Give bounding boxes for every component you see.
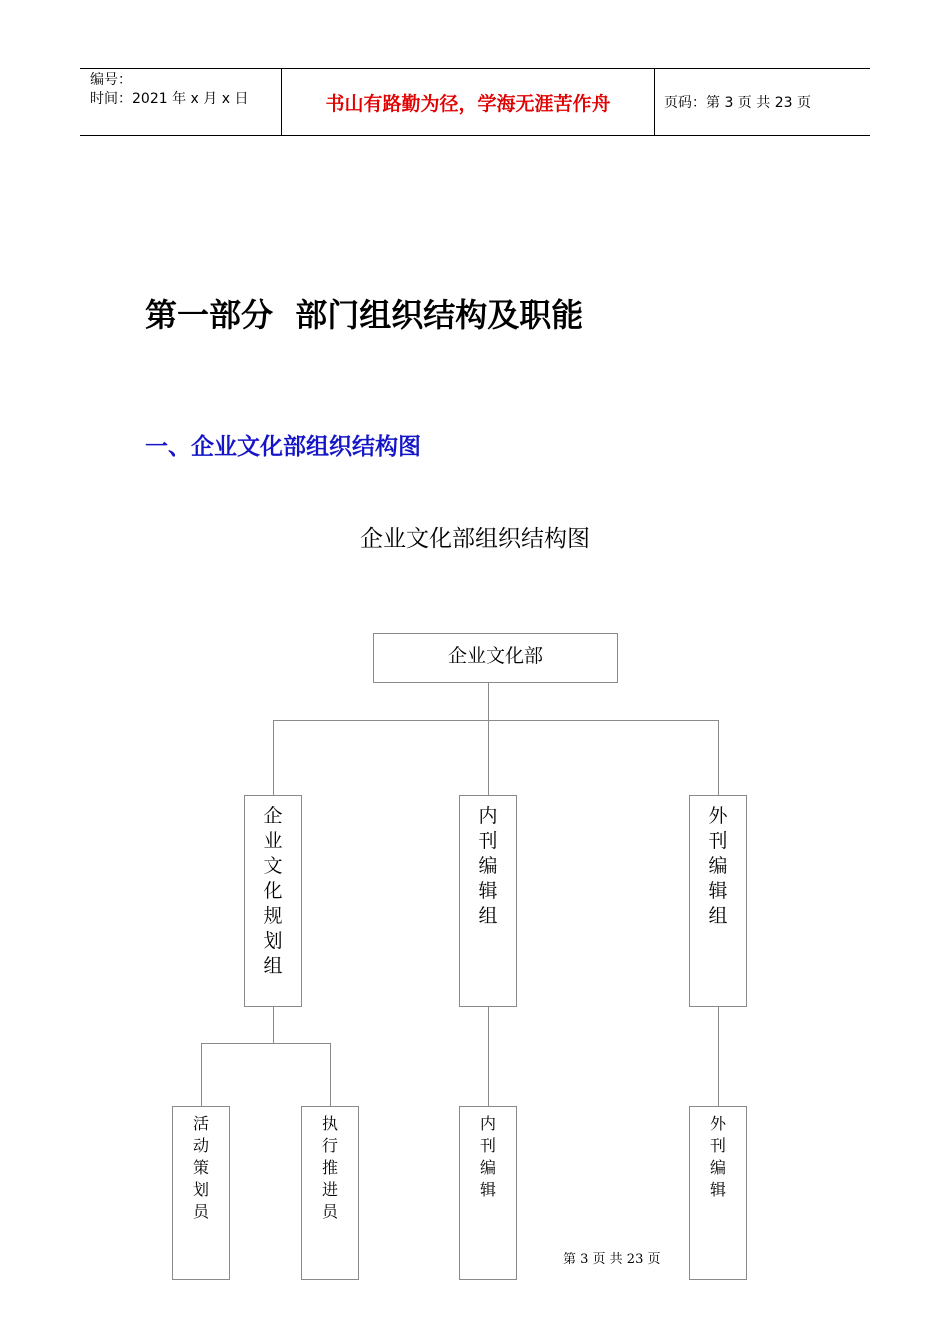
connector-line <box>718 720 719 795</box>
org-group-box <box>689 795 747 1007</box>
connector-line <box>273 720 274 795</box>
connector-line <box>273 720 719 721</box>
connector-line <box>488 1007 489 1106</box>
connector-line <box>273 1007 274 1043</box>
time-label: 时间：2021 年 x 月 x 日 <box>90 91 249 107</box>
section-title: 一、企业文化部组织结构图 <box>145 434 421 460</box>
header-motto: 书山有路勤为径，学海无涯苦作舟 <box>282 69 655 135</box>
org-root-box <box>373 633 618 683</box>
part-title: 第一部分 部门组织结构及职能 <box>145 296 584 334</box>
connector-line <box>201 1043 202 1106</box>
page-footer: 第 3 页 共 23 页 <box>563 1252 661 1267</box>
page-header <box>80 68 870 136</box>
connector-line <box>201 1043 331 1044</box>
header-page-info: 页码：第 3 页 共 23 页 <box>664 95 811 111</box>
org-group-box <box>459 795 517 1007</box>
org-member-label: 执行推进员 <box>322 1114 339 1221</box>
org-member-label: 内刊编辑 <box>480 1114 497 1199</box>
org-group-label: 外刊编辑组 <box>708 805 728 927</box>
org-group-label: 企业文化规划组 <box>263 805 283 977</box>
org-member-label: 活动策划员 <box>193 1114 210 1221</box>
number-label: 编号： <box>90 72 132 88</box>
header-meta <box>80 69 282 135</box>
connector-line <box>330 1043 331 1106</box>
chart-title: 企业文化部组织结构图 <box>360 526 590 552</box>
org-group-label: 内刊编辑组 <box>478 805 498 927</box>
connector-line <box>488 683 489 720</box>
org-member-label: 外刊编辑 <box>710 1114 727 1199</box>
org-member-box <box>459 1106 517 1280</box>
org-member-box <box>301 1106 359 1280</box>
connector-line <box>488 720 489 795</box>
org-root-label: 企业文化部 <box>447 645 543 667</box>
connector-line <box>718 1007 719 1106</box>
org-member-box <box>172 1106 230 1280</box>
org-group-box <box>244 795 302 1007</box>
org-member-box <box>689 1106 747 1280</box>
